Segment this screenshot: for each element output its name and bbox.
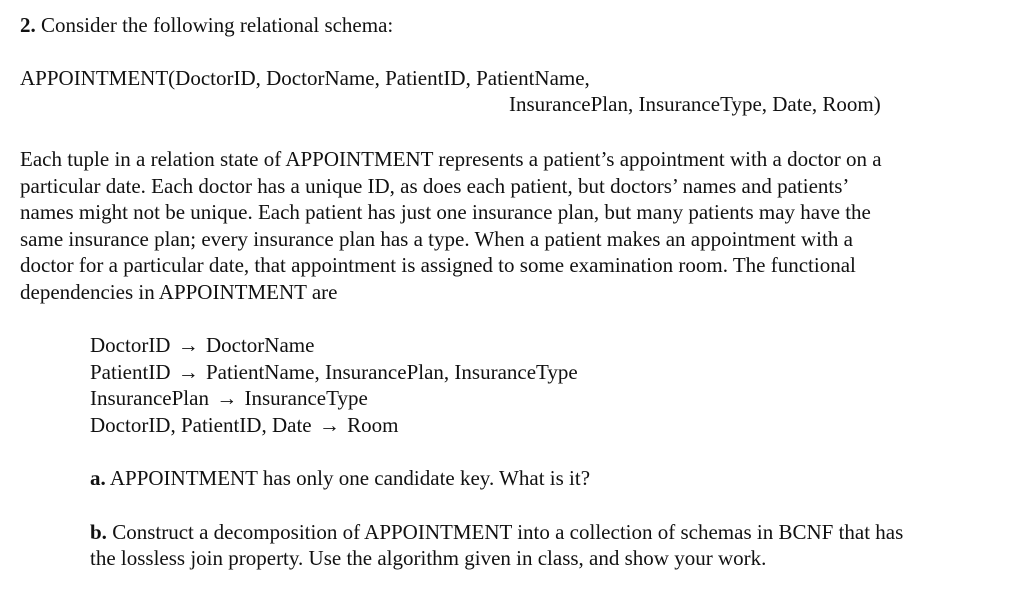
description-line: names might not be unique. Each patient has just one insurance plan, but many patients may have the bbox=[20, 200, 871, 224]
description-line: doctor for a particular date, that appointment is assigned to some examination room. The functional bbox=[20, 253, 856, 277]
description-line: dependencies in APPOINTMENT are bbox=[20, 279, 338, 304]
fd-rhs: DoctorName bbox=[205, 333, 315, 357]
part-b-line-1 bbox=[90, 519, 903, 546]
functional-dependency bbox=[90, 332, 578, 359]
question-number: 2. bbox=[20, 13, 36, 37]
part-a-text: APPOINTMENT has only one candidate key. What is it? bbox=[109, 466, 591, 490]
fd-lhs: PatientID bbox=[90, 359, 171, 384]
part-a bbox=[90, 465, 590, 492]
fd-lhs: DoctorID, PatientID, Date bbox=[90, 412, 312, 437]
functional-dependency bbox=[90, 359, 578, 386]
functional-dependencies-list bbox=[90, 332, 578, 438]
description-line: same insurance plan; every insurance plan has a type. When a patient makes an appointment with a bbox=[20, 226, 853, 251]
question-heading bbox=[20, 12, 393, 39]
fd-rhs: InsuranceType bbox=[244, 386, 368, 410]
arrow-icon: → bbox=[177, 359, 199, 384]
arrow-icon: → bbox=[216, 386, 238, 410]
functional-dependency bbox=[90, 385, 578, 412]
fd-lhs: InsurancePlan bbox=[90, 386, 209, 410]
description-line: particular date. Each doctor has a unique ID, as does each patient, but doctors’ names and patients’ bbox=[20, 173, 850, 198]
fd-rhs: PatientName, InsurancePlan, InsuranceType bbox=[205, 359, 578, 384]
schema-line-2: InsurancePlan, InsuranceType, Date, Room) bbox=[509, 92, 881, 116]
part-b-text: Construct a decomposition of APPOINTMENT into a collection of schemas in BCNF that has bbox=[112, 520, 904, 544]
functional-dependency bbox=[90, 412, 578, 439]
schema-line-1: APPOINTMENT(DoctorID, DoctorName, PatientID, PatientName, bbox=[20, 66, 590, 90]
description-paragraph bbox=[20, 146, 1010, 305]
part-b-label: b. bbox=[90, 520, 107, 544]
question-intro: Consider the following relational schema: bbox=[41, 13, 394, 37]
fd-rhs: Room bbox=[347, 412, 399, 437]
part-a-label: a. bbox=[90, 466, 106, 490]
arrow-icon: → bbox=[177, 333, 199, 357]
part-b-line-2: the lossless join property. Use the algorithm given in class, and show your work. bbox=[90, 546, 767, 570]
arrow-icon: → bbox=[318, 412, 340, 437]
fd-lhs: DoctorID bbox=[90, 333, 171, 357]
description-line: Each tuple in a relation state of APPOINTMENT represents a patient’s appointment with a doctor on a bbox=[20, 147, 882, 171]
